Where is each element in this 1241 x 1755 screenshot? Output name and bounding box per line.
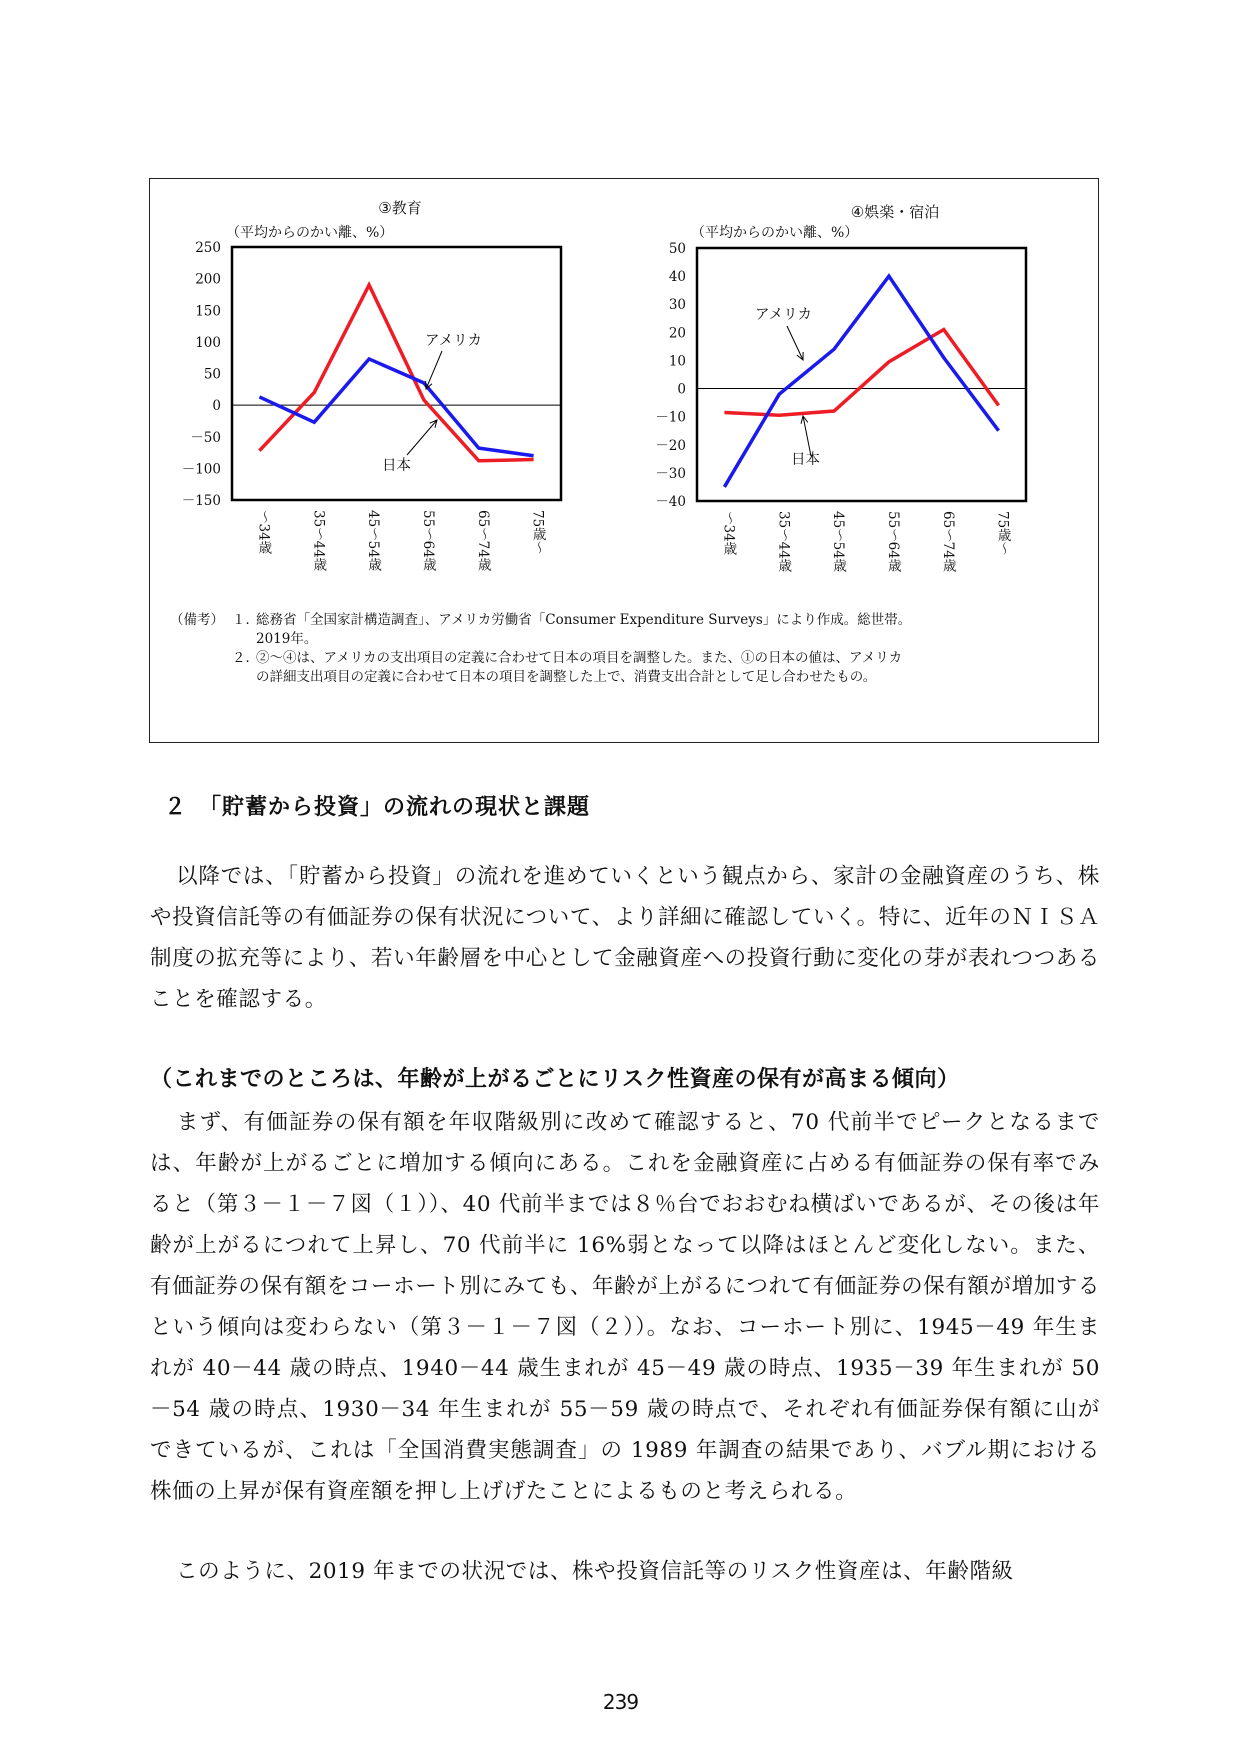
annotation-label: アメリカ — [425, 333, 482, 349]
section-title: ２ 「貯蓄から投資」の流れの現状と課題 — [164, 795, 591, 820]
paragraph-text: 以降では、「貯蓄から投資」の流れを進めていくという観点から、家計の金融資産のうち、株や投資信託等の有価証券の保有状況について、より詳細に確認していく。特に、近年のＮＩＳＡ制度の拡充等により、若い年齢層を中心として金融資産への投資行動に変化の芽が表れつつあることを確認する。 — [150, 864, 1100, 1012]
x-tick-label: ～34歳 — [255, 510, 272, 555]
y-tick-label: 20 — [668, 325, 686, 342]
note-row — [170, 668, 1100, 687]
body-paragraph — [150, 856, 1100, 1020]
figure-box — [149, 178, 1099, 743]
x-tick-label: 35～44歳 — [310, 510, 327, 572]
x-tick-label: 35～44歳 — [775, 511, 792, 573]
y-tick-label: 100 — [195, 334, 221, 351]
paragraph-text: まず、有価証券の保有額を年収階級別に改めて確認すると、70 代前半でピークとなるまでは、年齢が上がるごとに増加する傾向にある。これを金融資産に占める有価証券の保有率でみると（第３－１－７図（１））、40 代前半までは８％台でおおむね横ばいであるが、その後は年齢が上がるにつれて上昇し、70 代前半に 16%弱となって以降はほとんど変化しない。また、有価証券の保有額をコーホート別にみても、年齢が上がるにつれて有価証券の保有額が増加するという傾向は変わらない（第３－１－７図（２））。なお、コーホート別に、1945－49 年生まれが 40－44 歳の時点、1940－44 歳生まれが 45－49 歳の時点、1935－39 年生まれが 50－54 歳の時点、1930－34 年生まれが 55－59 歳の時点で、それぞれ有価証券保有額に山ができているが、これは「全国消費実態調査」の 1989 年調査の結果であり、バブル期における株価の上昇が保有資産額を押し上げげたことによるものと考えられる。 — [150, 1110, 1100, 1504]
y-tick-label: －20 — [655, 437, 686, 454]
y-tick-label: 40 — [668, 269, 686, 286]
figure-charts — [150, 179, 1100, 779]
x-tick-label: 75歳～ — [994, 511, 1011, 556]
y-tick-label: －10 — [655, 409, 686, 426]
note-text: 2019年。 — [256, 631, 318, 647]
note-text: 総務省「全国家計構造調査」、アメリカ労働省「Consumer Expenditure Surveys」により作成。総世帯。 — [256, 612, 912, 628]
x-tick-label: 45～54歳 — [365, 510, 382, 572]
note-row — [170, 630, 1100, 649]
y-tick-label: 0 — [677, 381, 686, 398]
note-row — [170, 649, 1100, 668]
y-tick-label: 200 — [195, 271, 221, 288]
paragraph-text: このように、2019 年までの状況では、株や投資信託等のリスク性資産は、年齢階級 — [176, 1559, 1014, 1584]
note-number: ２． — [232, 650, 259, 666]
y-tick-label: 10 — [668, 353, 686, 370]
x-tick-label: 75歳～ — [529, 510, 546, 555]
y-tick-label: 50 — [203, 366, 221, 383]
note-row — [170, 611, 1100, 630]
y-tick-label: －100 — [181, 461, 221, 478]
x-tick-label: 65～74歳 — [939, 511, 956, 573]
note-number — [232, 668, 256, 687]
note-number: １． — [232, 612, 259, 628]
body-paragraph — [150, 1551, 1100, 1592]
notes-label: （備考） — [170, 612, 224, 628]
series-line-japan — [724, 330, 998, 416]
y-tick-label: －50 — [190, 429, 221, 446]
annotation-label: アメリカ — [755, 307, 812, 323]
y-tick-label: －30 — [655, 465, 686, 482]
y-tick-label: 50 — [668, 241, 686, 257]
y-tick-label: －40 — [655, 494, 686, 510]
figure-notes — [170, 611, 1100, 687]
y-tick-label: 150 — [195, 303, 221, 320]
y-tick-label: 30 — [668, 297, 686, 314]
chart-title: ③教育 — [378, 199, 422, 217]
annotation-arrow — [426, 351, 442, 389]
x-tick-label: 65～74歳 — [474, 510, 491, 572]
note-number — [232, 630, 256, 649]
subheading: （これまでのところは、年齢が上がるごとにリスク性資産の保有が高まる傾向） — [150, 1067, 960, 1092]
y-tick-label: －150 — [181, 493, 221, 509]
annotation-arrow — [787, 326, 803, 360]
x-tick-label: 45～54歳 — [830, 511, 847, 573]
annotation-label: 日本 — [791, 452, 820, 468]
x-tick-label: 55～64歳 — [884, 511, 901, 573]
body-paragraph — [150, 1102, 1100, 1512]
annotation-label: 日本 — [382, 458, 411, 474]
y-axis-label: （平均からのかい離、%） — [691, 225, 859, 241]
y-tick-label: 0 — [212, 398, 221, 415]
annotation-arrow — [407, 420, 437, 455]
x-tick-label: 55～64歳 — [419, 510, 436, 572]
y-tick-label: 250 — [195, 240, 221, 256]
chart-title: ④娯楽・宿泊 — [850, 203, 940, 221]
note-text: ②～④は、アメリカの支出項目の定義に合わせて日本の項目を調整した。また、①の日本の値は、アメリカ — [256, 650, 903, 666]
y-axis-label: （平均からのかい離、%） — [226, 225, 394, 241]
x-tick-label: ～34歳 — [720, 511, 737, 556]
page-number: 239 — [602, 1690, 639, 1714]
note-text: の詳細支出項目の定義に合わせて日本の項目を調整した上で、消費支出合計として足し合わせたもの。 — [256, 669, 877, 685]
